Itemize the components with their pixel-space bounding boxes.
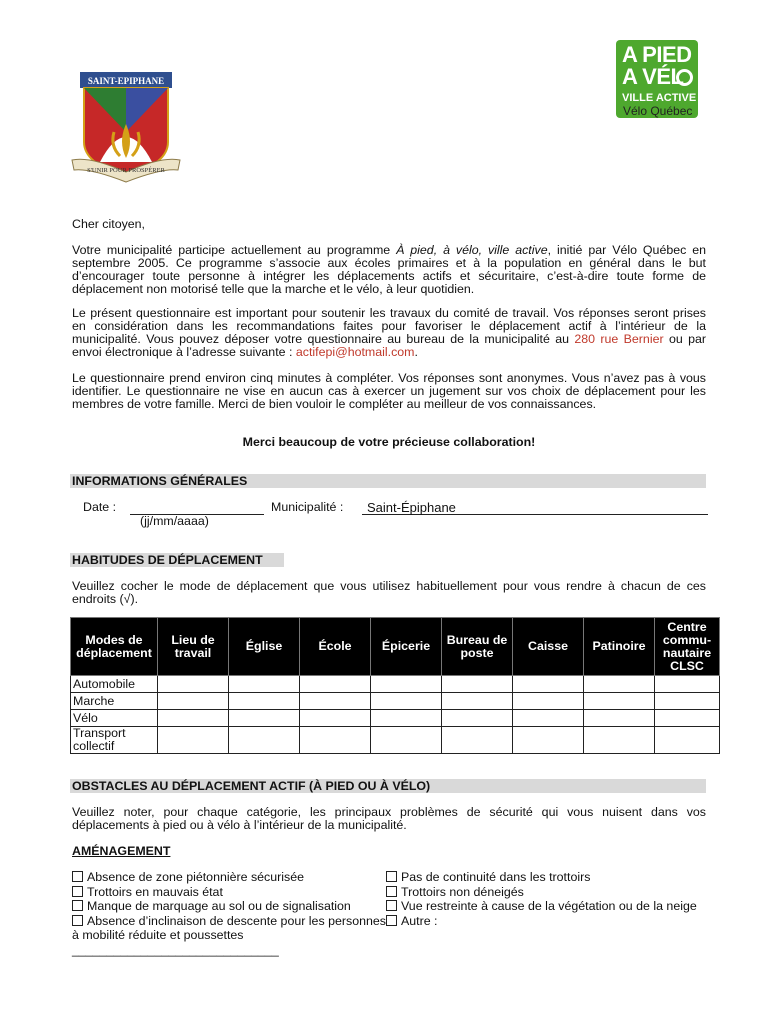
checkbox-item[interactable]: Absence d’inclinaison de descente pour les personnes à mobilité réduite et poussettes	[72, 913, 386, 942]
checkbox-icon[interactable]	[386, 871, 397, 882]
checkbox-item[interactable]: Pas de continuité dans les trottoirs	[386, 870, 706, 885]
checkbox-icon[interactable]	[386, 886, 397, 897]
velo-quebec-brand: Vélo Québec	[623, 104, 693, 118]
checkbox-item[interactable]: Trottoirs en mauvais état	[72, 885, 388, 900]
checkbox-item[interactable]: Trottoirs non déneigés	[386, 885, 706, 900]
municipality-input[interactable]	[362, 500, 708, 515]
email-link[interactable]: actifepi@hotmail.com	[295, 345, 415, 359]
obstacles-left-column	[72, 870, 388, 957]
col-bank: Caisse	[513, 618, 584, 676]
municipality-value: Saint-Épiphane	[367, 500, 456, 515]
amenagement-heading: AMÉNAGEMENT	[72, 844, 171, 858]
date-label: Date :	[83, 500, 117, 514]
obstacles-instructions: Veuillez noter, pour chaque catégorie, les principaux problèmes de sécurité qui vous nuisent dans vos déplacements à pied ou à vélo à l’intérieur de la municipalité.	[72, 805, 706, 832]
checkbox-icon[interactable]	[72, 886, 83, 897]
table-row	[71, 676, 720, 693]
table-row	[71, 693, 720, 710]
logo-line-3: VILLE ACTIVE	[622, 92, 697, 104]
section-general-heading: INFORMATIONS GÉNÉRALES	[72, 474, 248, 488]
paragraph-questionnaire: Le présent questionnaire est important pour soutenir les travaux du comité de travail. Vos réponses seront prises en considération dans les recommandations faites pour favoriser le déplacement actif à l’intérieur de la municipalité. Vous pouvez déposer votre questionnaire au bureau de la municipalité au 280 rue Bernier ou par envoi électronique à l’adresse suivante : actifepi@hotmail.com.	[72, 306, 706, 359]
logo-line-1: A PIED	[622, 42, 692, 67]
checkbox-item[interactable]: Vue restreinte à cause de la végétation ou de la neige	[386, 899, 706, 914]
modes-table	[70, 617, 720, 754]
row-label: Vélo	[71, 710, 158, 727]
col-church: Église	[229, 618, 300, 676]
col-school: École	[300, 618, 371, 676]
section-habits	[70, 553, 284, 567]
checkbox-icon[interactable]	[386, 900, 397, 911]
program-name: À pied, à vélo, ville active	[396, 243, 548, 257]
logo-line-2: A VÉL	[622, 64, 684, 89]
section-habits-heading: HABITUDES DE DÉPLACEMENT	[72, 553, 263, 567]
row-label: Automobile	[71, 676, 158, 693]
col-grocery: Épicerie	[371, 618, 442, 676]
col-work: Lieu de travail	[158, 618, 229, 676]
table-row	[71, 727, 720, 754]
greeting: Cher citoyen,	[72, 217, 146, 231]
bicycle-wheel-icon	[676, 69, 693, 86]
obstacles-right-column	[386, 870, 706, 928]
saint-epiphane-crest	[70, 72, 182, 184]
checkbox-item[interactable]: Absence de zone piétonnière sécurisée	[72, 870, 388, 885]
row-label: Marche	[71, 693, 158, 710]
col-post-office: Bureau de poste	[442, 618, 513, 676]
checkbox-item[interactable]: Manque de marquage au sol ou de signalisation	[72, 899, 388, 914]
checkbox-icon[interactable]	[72, 915, 83, 926]
col-rink: Patinoire	[584, 618, 655, 676]
checkbox-item[interactable]: Autre :	[386, 914, 706, 929]
address-text: 280 rue Bernier	[574, 332, 664, 346]
checkbox-icon[interactable]	[72, 871, 83, 882]
section-obstacles-heading: OBSTACLES AU DÉPLACEMENT ACTIF (À PIED OU À VÉLO)	[72, 779, 431, 793]
svg-text:SAINT-EPIPHANE: SAINT-EPIPHANE	[87, 76, 165, 86]
col-community-center: Centre commu-nautaire CLSC	[655, 618, 720, 676]
date-input[interactable]	[130, 500, 264, 515]
svg-text:S'UNIR POUR PROSPÉRER: S'UNIR POUR PROSPÉRER	[87, 167, 165, 174]
paragraph-anonymity: Le questionnaire prend environ cinq minutes à compléter. Vos réponses sont anonymes. Vous n’avez pas à vous identifier. Le questionnaire ne vise en aucun cas à exercer un jugement sur vos choix de déplacement pour les membres de votre famille. Merci de bien vouloir le compléter au meilleur de vos connaissances.	[72, 371, 706, 411]
checkbox-icon[interactable]	[386, 915, 397, 926]
section-general-info	[70, 474, 706, 488]
paragraph-program: Votre municipalité participe actuellement au programme À pied, à vélo, ville active, initié par Vélo Québec en septembre 2005. Ce programme s’associe aux écoles primaires et à la population en général dans le but d’encourager toute personne à intégrer les déplacements actifs et sécuritaire, c’est-à-dire toute forme de déplacement non motorisé telle que la marche et le vélo, à leur quotidien.	[72, 243, 707, 296]
section-obstacles	[70, 779, 706, 793]
col-modes: Modes de déplacement	[71, 618, 158, 676]
table-row	[71, 710, 720, 727]
blank-line[interactable]: ______________________________	[72, 942, 279, 957]
row-label: Transport collectif	[71, 727, 158, 754]
thanks-line: Merci beaucoup de votre précieuse collaboration!	[242, 435, 536, 449]
date-hint: (jj/mm/aaaa)	[140, 514, 209, 528]
habits-instructions: Veuillez cocher le mode de déplacement que vous utilisez habituellement pour vous rendre à chacun de ces endroits (√).	[72, 579, 706, 606]
municipality-label: Municipalité :	[271, 500, 344, 514]
checkbox-icon[interactable]	[72, 900, 83, 911]
